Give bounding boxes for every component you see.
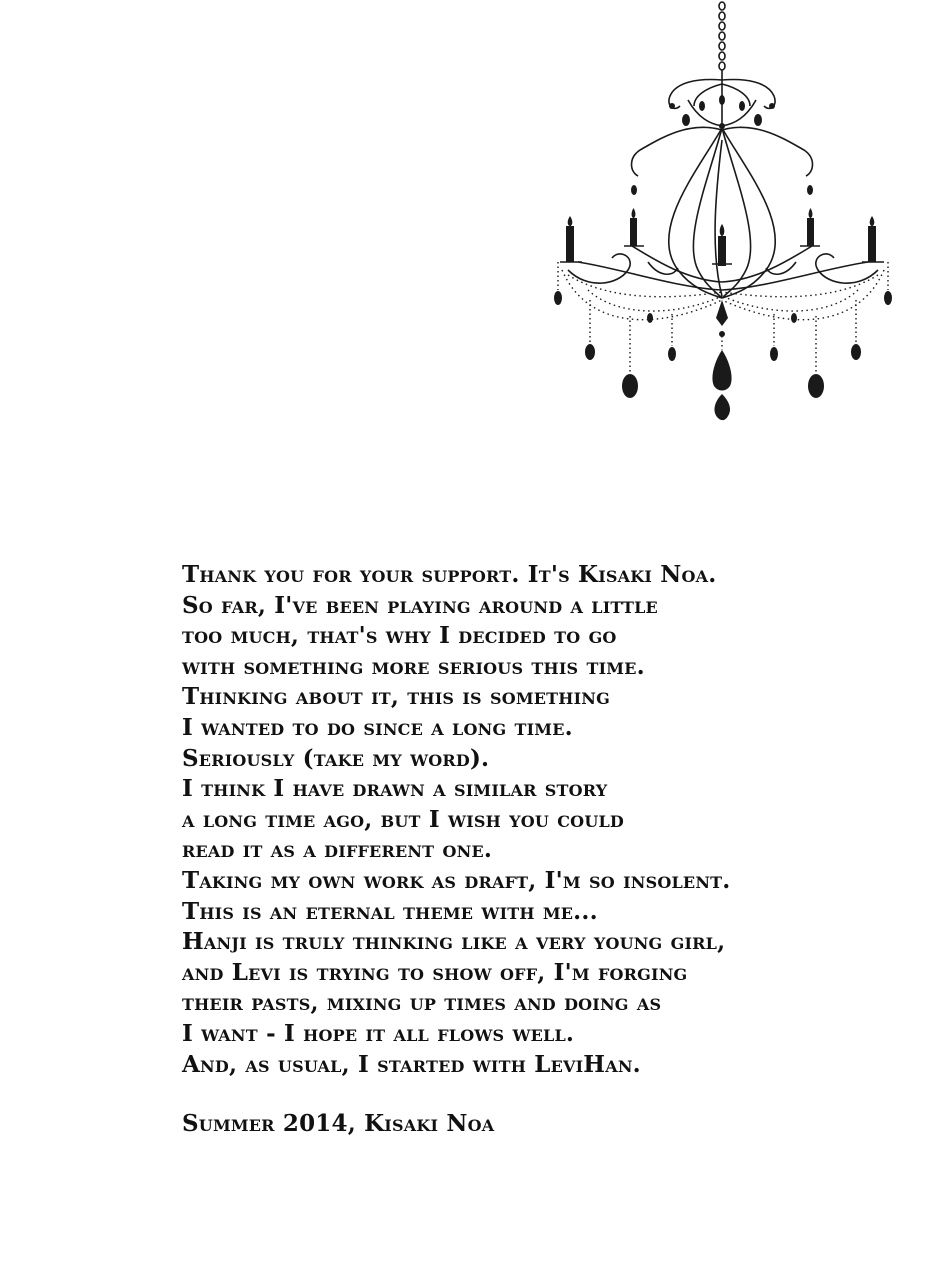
afterword-line: This is an eternal theme with me... [182, 897, 598, 925]
afterword-line: a long time ago, but I wish you could [182, 805, 624, 833]
afterword-line: Thank you for your support. It's Kisaki Noa. [182, 561, 717, 588]
afterword-line: their pasts, mixing up times and doing as [182, 989, 662, 1017]
afterword-line: I wanted to do since a long time. [182, 713, 573, 741]
chandelier-illustration [548, 0, 898, 430]
chandelier-icon [548, 0, 898, 430]
afterword-line: Hanji is truly thinking like a very young girl, [182, 928, 726, 956]
afterword-line: I want - I hope it all flows well. [182, 1019, 575, 1047]
author-signature: Summer 2014, Kisaki Noa [182, 1110, 495, 1137]
afterword-line: with something more serious this time. [182, 652, 645, 680]
afterword-line: Taking my own work as draft, I'm so insolent. [182, 866, 731, 894]
afterword-line: I think I have drawn a similar story [182, 775, 608, 803]
afterword-line: read it as a different one. [182, 836, 493, 864]
afterword-line: and Levi is trying to show off, I'm forging [182, 958, 688, 986]
afterword-line: So far, I've been playing around a little [182, 591, 658, 619]
afterword-line: too much, that's why I decided to go [182, 622, 617, 650]
afterword-text [182, 560, 822, 1080]
afterword-line: Thinking about it, this is something [182, 683, 610, 711]
afterword-line: And, as usual, I started with LeviHan. [182, 1050, 641, 1078]
afterword-line: Seriously (take my word). [182, 744, 490, 772]
